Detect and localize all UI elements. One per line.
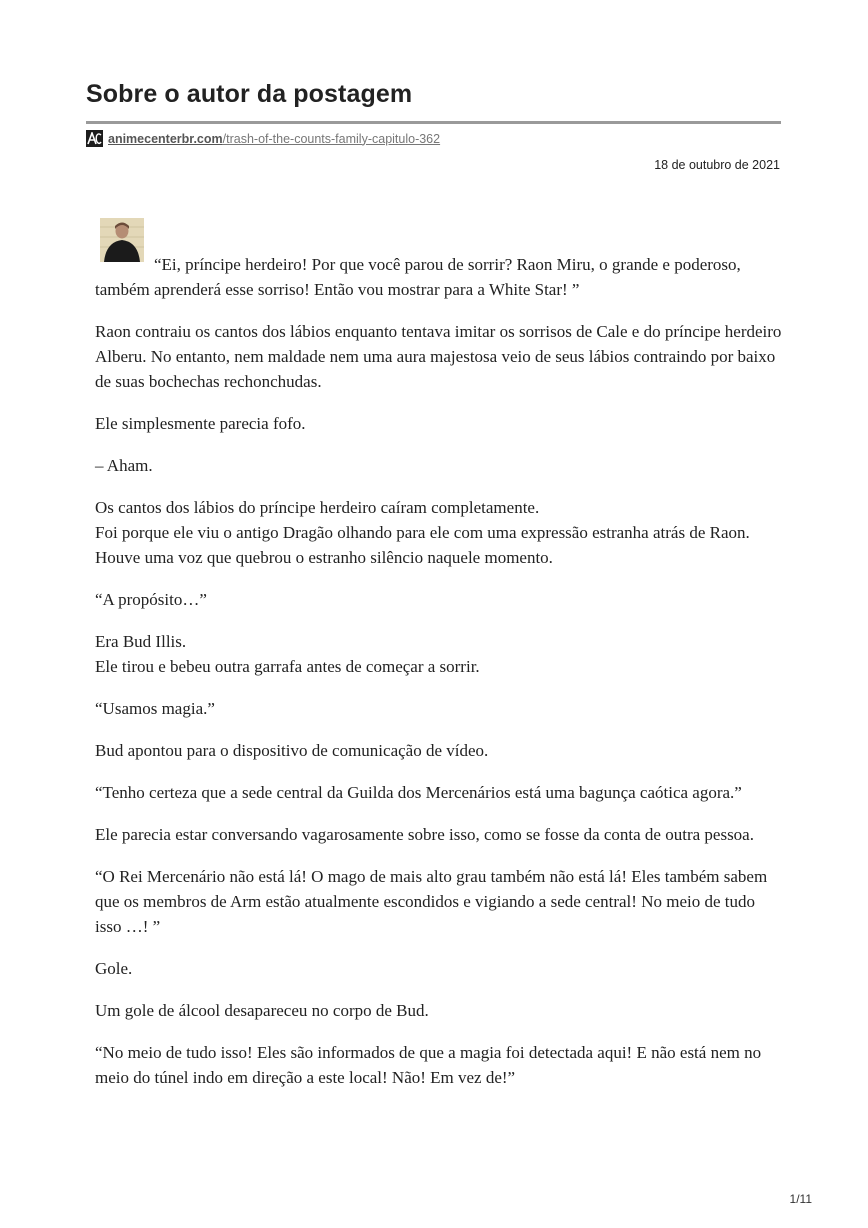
paragraph-line: Ele tirou e bebeu outra garrafa antes de começar a sorrir.	[95, 657, 480, 676]
source-path[interactable]: /trash-of-the-counts-family-capitulo-362	[222, 131, 441, 146]
page-title: Sobre o autor da postagem	[86, 80, 413, 108]
paragraph-line: Bud apontou para o dispositivo de comunicação de vídeo.	[95, 741, 489, 760]
article-paragraph	[95, 864, 785, 939]
title-divider	[86, 121, 781, 124]
article-paragraph	[95, 252, 785, 302]
article-paragraph	[95, 998, 785, 1023]
paragraph-line: “Usamos magia.”	[95, 699, 215, 718]
paragraph-line: Ele simplesmente parecia fofo.	[95, 414, 306, 433]
paragraph-line: Um gole de álcool desapareceu no corpo de Bud.	[95, 1001, 429, 1020]
article-paragraph	[95, 1040, 785, 1090]
source-link[interactable]	[86, 130, 440, 147]
article-paragraph	[95, 780, 785, 805]
paragraph-line: Houve uma voz que quebrou o estranho silêncio naquele momento.	[95, 548, 553, 567]
post-date: 18 de outubro de 2021	[654, 158, 780, 172]
article-paragraph	[95, 411, 785, 436]
paragraph-line: Gole.	[95, 959, 133, 978]
article-paragraph	[95, 696, 785, 721]
article-paragraph	[95, 629, 785, 679]
paragraph-line: “No meio de tudo isso! Eles são informados de que a magia foi detectada aqui! E não está nem no meio do túnel indo em direção a este local! Não! Em vez de!”	[95, 1043, 762, 1087]
paragraph-line: “Tenho certeza que a sede central da Guilda dos Mercenários está uma bagunça caótica agora.”	[95, 783, 742, 802]
article-paragraph	[95, 495, 785, 570]
site-logo-icon	[86, 130, 103, 147]
paragraph-line: “Ei, príncipe herdeiro! Por que você parou de sorrir? Raon Miru, o grande e poderoso, também aprenderá esse sorriso! Então vou mostrar para a White Star! ”	[95, 255, 741, 299]
paragraph-line: Foi porque ele viu o antigo Dragão olhando para ele com uma expressão estranha atrás de Raon.	[95, 523, 750, 542]
article-body	[95, 252, 785, 1107]
source-domain[interactable]: animecenterbr.com	[108, 131, 223, 146]
paragraph-line: Ele parecia estar conversando vagarosamente sobre isso, como se fosse da conta de outra pessoa.	[95, 825, 754, 844]
article-paragraph	[95, 822, 785, 847]
article-paragraph	[95, 587, 785, 612]
article-paragraph	[95, 319, 785, 394]
article-paragraph	[95, 738, 785, 763]
paragraph-line: Os cantos dos lábios do príncipe herdeiro caíram completamente.	[95, 498, 540, 517]
paragraph-line: – Aham.	[95, 456, 153, 475]
paragraph-line: Era Bud Illis.	[95, 632, 187, 651]
page-number: 1/11	[789, 1192, 812, 1206]
article-paragraph	[95, 453, 785, 478]
paragraph-line: “A propósito…”	[95, 590, 207, 609]
article-paragraph	[95, 956, 785, 981]
paragraph-line: Raon contraiu os cantos dos lábios enquanto tentava imitar os sorrisos de Cale e do príncipe herdeiro Alberu. No entanto, nem maldade nem uma aura majestosa veio de seus lábios contraindo por baixo de suas bochechas rechonchudas.	[95, 322, 782, 391]
paragraph-line: “O Rei Mercenário não está lá! O mago de mais alto grau também não está lá! Eles também sabem que os membros de Arm estão atualmente escondidos e vigiando a sede central! No meio de tudo isso …! ”	[95, 867, 768, 936]
